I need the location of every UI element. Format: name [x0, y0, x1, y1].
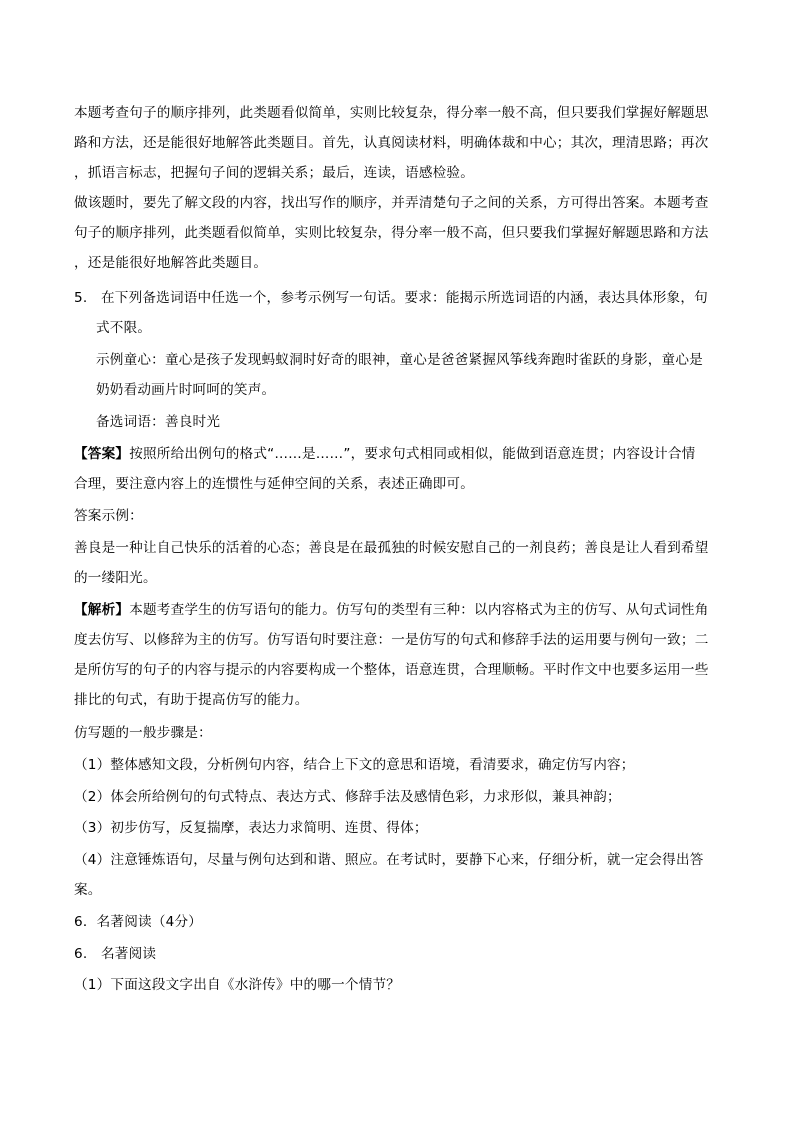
analysis2-line-1: 做该题时，要先了解文段的内容，找出写作的顺序，并弄清楚句子之间的关系，方可得出答案。本题考查 — [74, 195, 709, 211]
q5-sample-line-2: 的一缕阳光。 — [74, 570, 157, 586]
q5-explain-line-3: 是所仿写的句子的内容与提示的内容要构成一个整体，语意连贯，合理顺畅。平时作文中也要多运用一些 — [74, 662, 709, 678]
q5-example-line-1: 示例童心：童心是孩子发现蚂蚁洞时好奇的眼神，童心是爸爸紧握风筝线奔跑时雀跃的身影，童心是 — [96, 352, 703, 368]
answer-label: 【答案】 — [74, 446, 130, 462]
q5-sample-line-1: 善良是一种让自己快乐的活着的心态；善良是在最孤独的时候安慰自己的一剂良药；善良是让人看到希望 — [74, 540, 709, 556]
q5-prompt-line-2: 式不限。 — [96, 320, 152, 336]
q5-options: 备选词语：善良时光 — [96, 414, 221, 430]
analysis2-line-2: 句子的顺序排列，此类题看似简单，实则比较复杂，得分率一般不高，但只要我们掌握好解题思路和方法 — [74, 225, 709, 241]
q6-title: 名著阅读 — [101, 946, 157, 962]
q5-explain-line-4: 排比的句式，有助于提高仿写的能力。 — [74, 692, 309, 708]
analysis2-line-3: ，还是能很好地解答此类题目。 — [74, 255, 268, 271]
answer-text: 按照所给出例句的格式“……是……”，要求句式相同或相似，能做到语意连贯；内容设计合情 — [129, 446, 696, 462]
q5-answer-line-2: 合理，要注意内容上的连惯性与延伸空间的关系，表述正确即可。 — [74, 476, 475, 492]
analysis1-line-1: 本题考查句子的顺序排列，此类题看似简单，实则比较复杂，得分率一般不高，但只要我们掌握好解题思 — [74, 105, 709, 121]
analysis1-line-2: 路和方法，还是能很好地解答此类题目。首先，认真阅读材料，明确体裁和中心；其次，理清思路；再次 — [74, 135, 709, 151]
q5-step-2: （2）体会所给例句的句式特点、表达方式、修辞手法及感情色彩，力求形似，兼具神韵； — [74, 789, 621, 805]
q6-heading: 6．名著阅读（4分） — [74, 914, 203, 930]
q5-step-1: （1）整体感知文段，分析例句内容，结合上下文的意思和语境，看清要求，确定仿写内容； — [74, 757, 635, 773]
q6-number: 6. — [74, 946, 88, 962]
q6-sub1: （1）下面这段文字出自《水浒传》中的哪一个情节？ — [74, 977, 401, 993]
q5-steps-title: 仿写题的一般步骤是： — [74, 725, 212, 741]
q5-number: 5. — [74, 290, 88, 306]
q5-example-line-2: 奶奶看动画片时呵呵的笑声。 — [96, 382, 276, 398]
q5-explain-line-1 — [74, 600, 724, 620]
explain-text: 本题考查学生的仿写语句的能力。仿写句的类型有三种：以内容格式为主的仿写、从句式词性角 — [129, 602, 709, 618]
q5-sample-title: 答案示例： — [74, 508, 143, 524]
q5-prompt-line-1: 在下列备选词语中任选一个，参考示例写一句话。要求：能揭示所选词语的内涵，表达具体形象，句 — [101, 290, 708, 306]
analysis1-line-3: ，抓语言标志，把握句子间的逻辑关系；最后，连读，语感检验。 — [74, 165, 475, 181]
q5-step-3: （3）初步仿写，反复揣摩，表达力求简明、连贯、得体； — [74, 820, 428, 836]
q5-step-4: （4）注意锤炼语句，尽量与例句达到和谐、照应。在考试时，要静下心来，仔细分析，就一定会得出答 — [74, 852, 704, 868]
explain-label: 【解析】 — [74, 602, 130, 618]
q5-explain-line-2: 度去仿写、以修辞为主的仿写。仿写语句时要注意：一是仿写的句式和修辞手法的运用要与例句一致；二 — [74, 632, 709, 648]
q5-answer-line-1 — [74, 444, 724, 464]
q5-step-4-tail: 案。 — [74, 882, 102, 898]
